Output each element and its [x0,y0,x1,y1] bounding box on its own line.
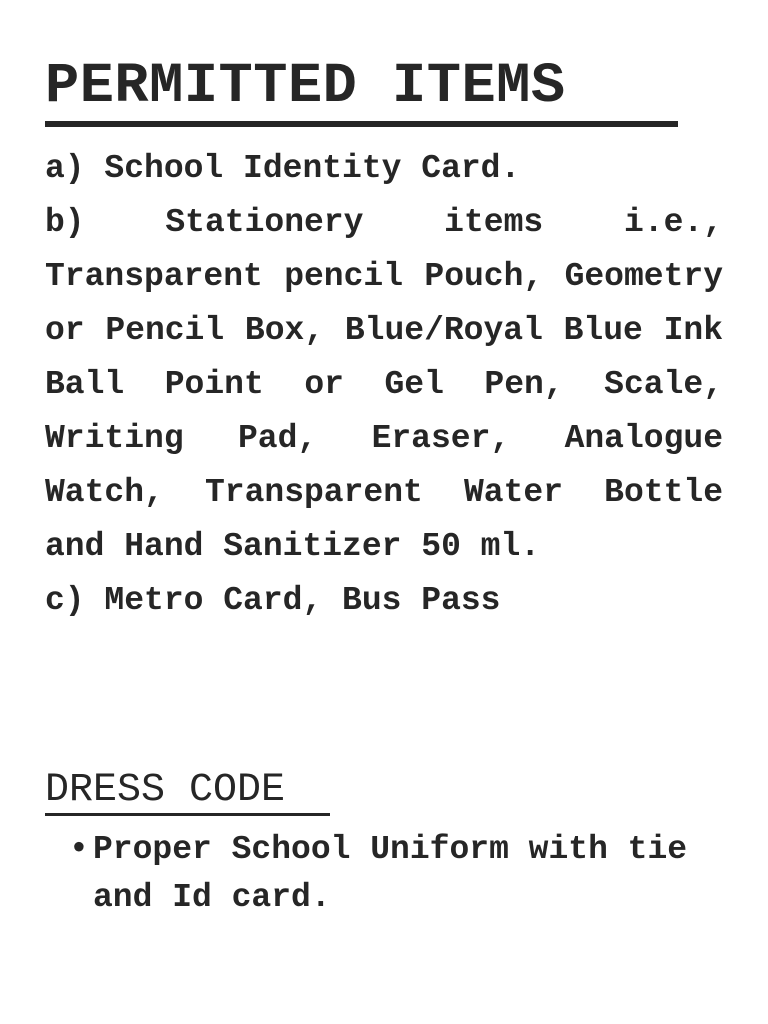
title-underline [45,121,678,127]
bullet-icon: • [69,831,89,868]
permitted-items-title: PERMITTED ITEMS [45,55,566,119]
dress-code-title: DRESS CODE [45,768,286,813]
permitted-item-a: a) School Identity Card. [45,150,521,187]
permitted-item-c: c) Metro Card, Bus Pass [45,582,501,619]
dress-code-list [69,826,723,922]
permitted-items-list [45,142,723,628]
dress-code-item-text: Proper School Uniform with tie and Id card. [93,831,688,916]
dress-code-item [69,826,723,922]
dress-code-underline [45,813,330,816]
permitted-item-b: b) Stationery items i.e., Transparent pencil Pouch, Geometry or Pencil Box, Blue/Royal Blue Ink Ball Point or Gel Pen, Scale, Writing Pad, Eraser, Analogue Watch, Transparent Water Bottle and Hand Sanitizer 50 ml. [45,204,723,565]
